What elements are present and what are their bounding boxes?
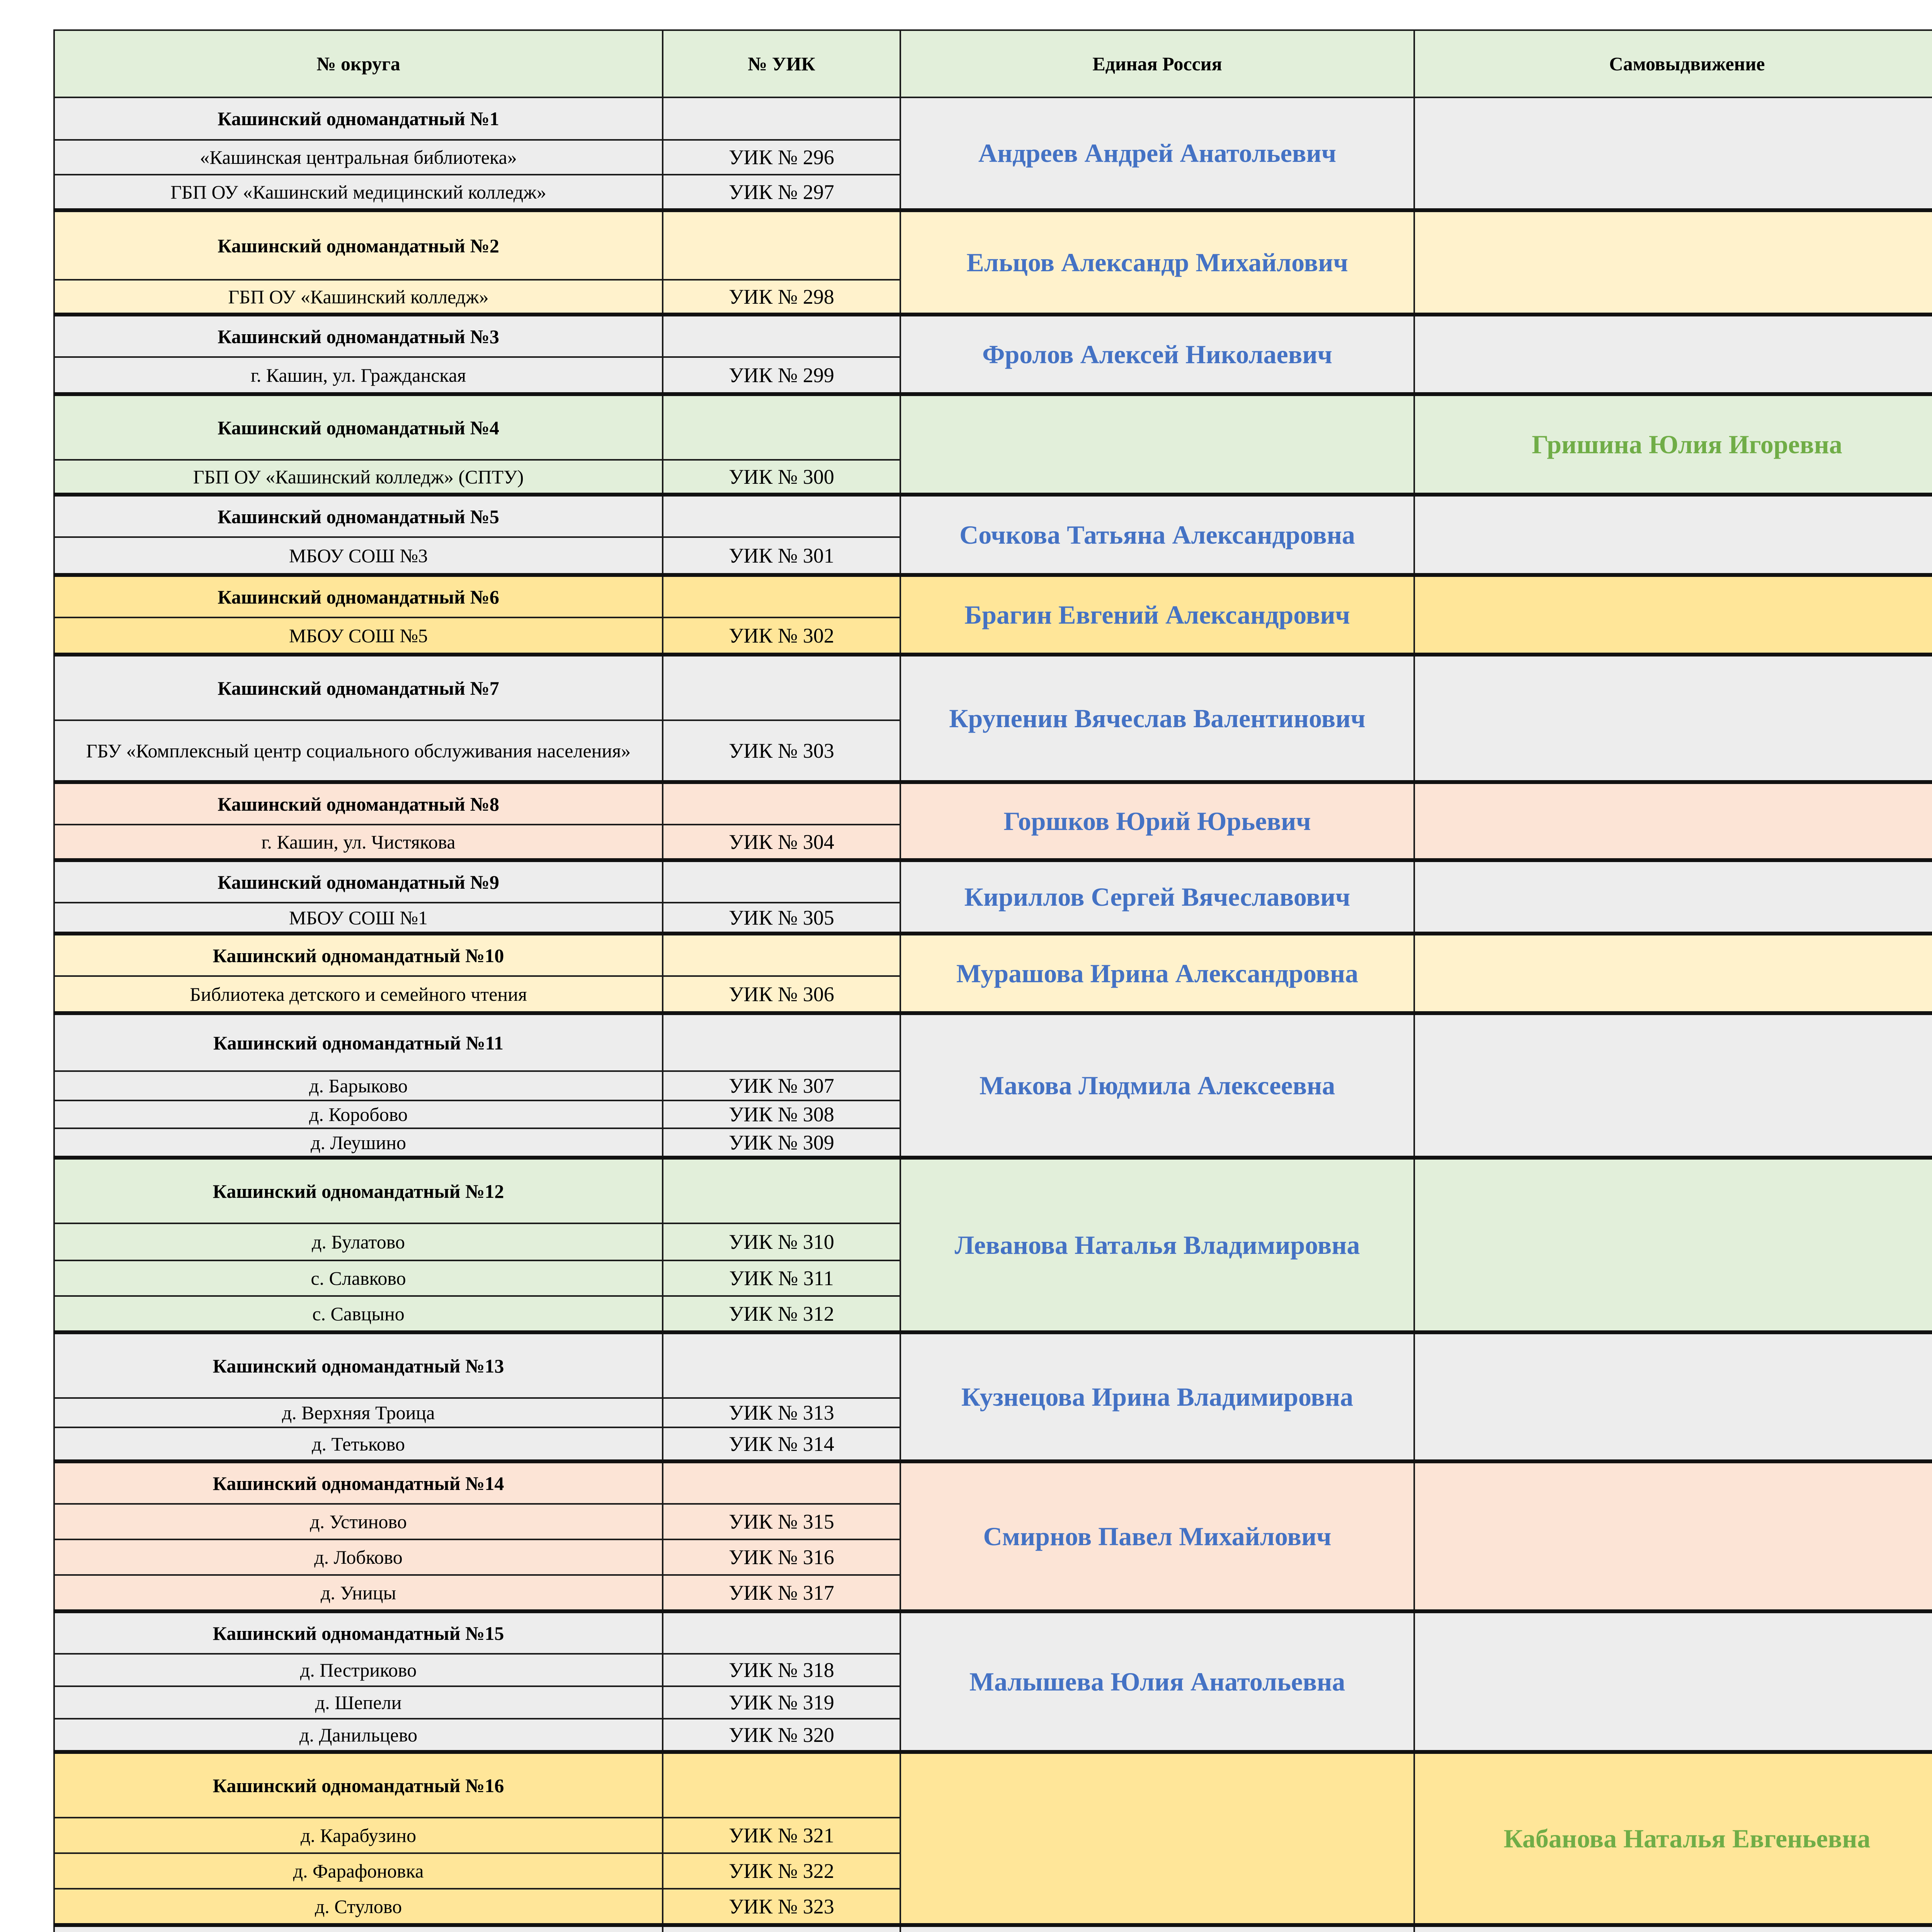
station-uik: УИК № 304 bbox=[663, 825, 900, 860]
er-candidate: Крупенин Вячеслав Валентинович bbox=[900, 655, 1414, 782]
station-place: д. Фарафоновка bbox=[54, 1853, 663, 1889]
er-header: Единая Россия bbox=[900, 30, 1414, 97]
station-place: ГБУ «Комплексный центр социального обслуживания населения» bbox=[54, 720, 663, 782]
district-row bbox=[54, 934, 1932, 976]
station-uik: УИК № 305 bbox=[663, 903, 900, 934]
station-uik: УИК № 308 bbox=[663, 1100, 900, 1128]
election-results-table bbox=[53, 29, 1932, 1932]
district-group bbox=[54, 934, 1932, 1013]
uik-empty-cell bbox=[663, 655, 900, 720]
district-row bbox=[54, 315, 1932, 357]
district-group bbox=[54, 1013, 1932, 1158]
station-place: д. Булатово bbox=[54, 1223, 663, 1260]
district-row bbox=[54, 1925, 1932, 1932]
station-place: д. Коробово bbox=[54, 1100, 663, 1128]
station-place: ГБП ОУ «Кашинский медицинский колледж» bbox=[54, 175, 663, 210]
district-group bbox=[54, 1461, 1932, 1611]
district-group bbox=[54, 97, 1932, 210]
station-place: с. Савцыно bbox=[54, 1296, 663, 1332]
district-group bbox=[54, 1925, 1932, 1932]
station-uik: УИК № 319 bbox=[663, 1686, 900, 1719]
district-name: Кашинский одномандатный №15 bbox=[54, 1611, 663, 1654]
station-uik: УИК № 297 bbox=[663, 175, 900, 210]
district-name: Кашинский одномандатный №12 bbox=[54, 1158, 663, 1223]
self-nominee bbox=[1414, 1611, 1932, 1752]
station-place: МБОУ СОШ №3 bbox=[54, 537, 663, 575]
self-nominee: Кабанова Наталья Евгеньевна bbox=[1414, 1752, 1932, 1925]
district-name: Кашинский одномандатный №11 bbox=[54, 1013, 663, 1071]
district-name: Кашинский одномандатный №3 bbox=[54, 315, 663, 357]
station-uik: УИК № 315 bbox=[663, 1504, 900, 1539]
station-uik: УИК № 296 bbox=[663, 140, 900, 175]
district-row bbox=[54, 1611, 1932, 1654]
station-place: МБОУ СОШ №1 bbox=[54, 903, 663, 934]
district-name: Кашинский одномандатный №5 bbox=[54, 495, 663, 537]
self-nominee bbox=[1414, 782, 1932, 860]
uik-empty-cell bbox=[663, 1611, 900, 1654]
district-name: Кашинский одномандатный №7 bbox=[54, 655, 663, 720]
uik-empty-cell bbox=[663, 782, 900, 825]
district-name: Кашинский одномандатный №16 bbox=[54, 1752, 663, 1818]
er-candidate: Брагин Евгений Александрович bbox=[900, 575, 1414, 655]
uik-empty-cell bbox=[663, 934, 900, 976]
self-nominee bbox=[1414, 655, 1932, 782]
station-uik: УИК № 311 bbox=[663, 1260, 900, 1296]
district-group bbox=[54, 1158, 1932, 1332]
district-group bbox=[54, 495, 1932, 575]
district-group bbox=[54, 1752, 1932, 1925]
district-name: Кашинский одномандатный №2 bbox=[54, 210, 663, 280]
self-nominee bbox=[1414, 210, 1932, 315]
er-candidate: Сочкова Татьяна Александровна bbox=[900, 495, 1414, 575]
er-candidate: Горшков Юрий Юрьевич bbox=[900, 782, 1414, 860]
uik-empty-cell bbox=[663, 1158, 900, 1223]
station-place: д. Уницы bbox=[54, 1575, 663, 1611]
district-group bbox=[54, 315, 1932, 394]
district-group bbox=[54, 575, 1932, 655]
er-candidate: Андреев Андрей Анатольевич bbox=[900, 97, 1414, 210]
district-name: Кашинский одномандатный №1 bbox=[54, 97, 663, 140]
station-place: д. Данильцево bbox=[54, 1719, 663, 1752]
station-place: МБОУ СОШ №5 bbox=[54, 617, 663, 655]
station-uik: УИК № 314 bbox=[663, 1427, 900, 1461]
station-uik: УИК № 307 bbox=[663, 1071, 900, 1100]
station-uik: УИК № 317 bbox=[663, 1575, 900, 1611]
uik-empty-cell bbox=[663, 1752, 900, 1818]
uik-empty-cell bbox=[663, 1013, 900, 1071]
station-uik: УИК № 322 bbox=[663, 1853, 900, 1889]
uik-empty-cell bbox=[663, 860, 900, 903]
station-place: г. Кашин, ул. Чистякова bbox=[54, 825, 663, 860]
uik-empty-cell bbox=[663, 1925, 900, 1932]
district-row bbox=[54, 860, 1932, 903]
station-place: «Кашинская центральная библиотека» bbox=[54, 140, 663, 175]
station-uik: УИК № 312 bbox=[663, 1296, 900, 1332]
district-row bbox=[54, 1013, 1932, 1071]
district-group bbox=[54, 1332, 1932, 1461]
station-place: г. Кашин, ул. Гражданская bbox=[54, 357, 663, 394]
district-group bbox=[54, 394, 1932, 495]
station-uik: УИК № 310 bbox=[663, 1223, 900, 1260]
district-group bbox=[54, 655, 1932, 782]
station-place: д. Шепели bbox=[54, 1686, 663, 1719]
station-place: д. Верхняя Троица bbox=[54, 1398, 663, 1427]
self-nominee bbox=[1414, 1332, 1932, 1461]
station-place: Библиотека детского и семейного чтения bbox=[54, 976, 663, 1013]
district-name: Кашинский одномандатный №4 bbox=[54, 394, 663, 460]
district-name: Кашинский одномандатный №14 bbox=[54, 1461, 663, 1504]
district-name: Кашинский одномандатный №13 bbox=[54, 1332, 663, 1398]
self-nominee bbox=[1414, 860, 1932, 934]
er-candidate bbox=[900, 1752, 1414, 1925]
district-group bbox=[54, 1611, 1932, 1752]
er-candidate bbox=[900, 394, 1414, 495]
station-place: д. Стулово bbox=[54, 1889, 663, 1925]
station-uik: УИК № 323 bbox=[663, 1889, 900, 1925]
station-place: д. Леушино bbox=[54, 1128, 663, 1158]
station-uik: УИК № 316 bbox=[663, 1539, 900, 1575]
er-candidate: Леванова Наталья Владимировна bbox=[900, 1158, 1414, 1332]
district-row bbox=[54, 1332, 1932, 1398]
self-nominee bbox=[1414, 315, 1932, 394]
station-place: ГБП ОУ «Кашинский колледж» bbox=[54, 280, 663, 315]
uik-header: № УИК bbox=[663, 30, 900, 97]
header-row bbox=[54, 30, 1932, 97]
station-place: д. Пестриково bbox=[54, 1654, 663, 1686]
station-uik: УИК № 313 bbox=[663, 1398, 900, 1427]
station-uik: УИК № 299 bbox=[663, 357, 900, 394]
self-nominee bbox=[1414, 1461, 1932, 1611]
district-row bbox=[54, 495, 1932, 537]
district-row bbox=[54, 1752, 1932, 1818]
station-uik: УИК № 300 bbox=[663, 460, 900, 495]
district-row bbox=[54, 1158, 1932, 1223]
district-name: Кашинский одномандатный №9 bbox=[54, 860, 663, 903]
er-candidate: Смирнов Павел Михайлович bbox=[900, 1461, 1414, 1611]
uik-empty-cell bbox=[663, 1332, 900, 1398]
station-uik: УИК № 298 bbox=[663, 280, 900, 315]
uik-empty-cell bbox=[663, 315, 900, 357]
self-nominee bbox=[1414, 934, 1932, 1013]
district-group bbox=[54, 210, 1932, 315]
station-uik: УИК № 318 bbox=[663, 1654, 900, 1686]
station-uik: УИК № 303 bbox=[663, 720, 900, 782]
station-uik: УИК № 306 bbox=[663, 976, 900, 1013]
station-place: д. Лобково bbox=[54, 1539, 663, 1575]
self-nominee bbox=[1414, 1925, 1932, 1932]
self-nominee bbox=[1414, 1013, 1932, 1158]
district-name: Кашинский одномандатный №10 bbox=[54, 934, 663, 976]
er-candidate: Кузнецова Ирина Владимировна bbox=[900, 1332, 1414, 1461]
self-header: Самовыдвижение bbox=[1414, 30, 1932, 97]
uik-empty-cell bbox=[663, 97, 900, 140]
station-place: с. Славково bbox=[54, 1260, 663, 1296]
er-candidate: Кириллов Сергей Вячеславович bbox=[900, 860, 1414, 934]
er-candidate: Фролов Алексей Николаевич bbox=[900, 315, 1414, 394]
station-place: д. Устиново bbox=[54, 1504, 663, 1539]
station-place: ГБП ОУ «Кашинский колледж» (СПТУ) bbox=[54, 460, 663, 495]
self-nominee bbox=[1414, 575, 1932, 655]
uik-empty-cell bbox=[663, 575, 900, 617]
uik-empty-cell bbox=[663, 495, 900, 537]
district-row bbox=[54, 575, 1932, 617]
station-place: д. Тетьково bbox=[54, 1427, 663, 1461]
station-uik: УИК № 320 bbox=[663, 1719, 900, 1752]
station-place: д. Барыково bbox=[54, 1071, 663, 1100]
district-row bbox=[54, 97, 1932, 140]
district-row bbox=[54, 1461, 1932, 1504]
er-candidate: Макова Людмила Алексеевна bbox=[900, 1013, 1414, 1158]
district-group bbox=[54, 782, 1932, 860]
self-nominee bbox=[1414, 97, 1932, 210]
district-group bbox=[54, 860, 1932, 934]
station-uik: УИК № 309 bbox=[663, 1128, 900, 1158]
district-row bbox=[54, 394, 1932, 460]
district-row bbox=[54, 655, 1932, 720]
okrug-header: № округа bbox=[54, 30, 663, 97]
district-name bbox=[54, 1925, 663, 1932]
station-place: д. Карабузино bbox=[54, 1818, 663, 1853]
er-candidate: Малышева Юлия Анатольевна bbox=[900, 1611, 1414, 1752]
district-name: Кашинский одномандатный №6 bbox=[54, 575, 663, 617]
er-candidate: Мурашова Ирина Александровна bbox=[900, 934, 1414, 1013]
er-candidate: Ельцов Александр Михайлович bbox=[900, 210, 1414, 315]
station-uik: УИК № 302 bbox=[663, 617, 900, 655]
station-uik: УИК № 301 bbox=[663, 537, 900, 575]
district-row bbox=[54, 210, 1932, 280]
uik-empty-cell bbox=[663, 210, 900, 280]
station-uik: УИК № 321 bbox=[663, 1818, 900, 1853]
district-name: Кашинский одномандатный №8 bbox=[54, 782, 663, 825]
self-nominee bbox=[1414, 1158, 1932, 1332]
self-nominee: Гришина Юлия Игоревна bbox=[1414, 394, 1932, 495]
uik-empty-cell bbox=[663, 1461, 900, 1504]
er-candidate bbox=[900, 1925, 1414, 1932]
district-row bbox=[54, 782, 1932, 825]
self-nominee bbox=[1414, 495, 1932, 575]
uik-empty-cell bbox=[663, 394, 900, 460]
